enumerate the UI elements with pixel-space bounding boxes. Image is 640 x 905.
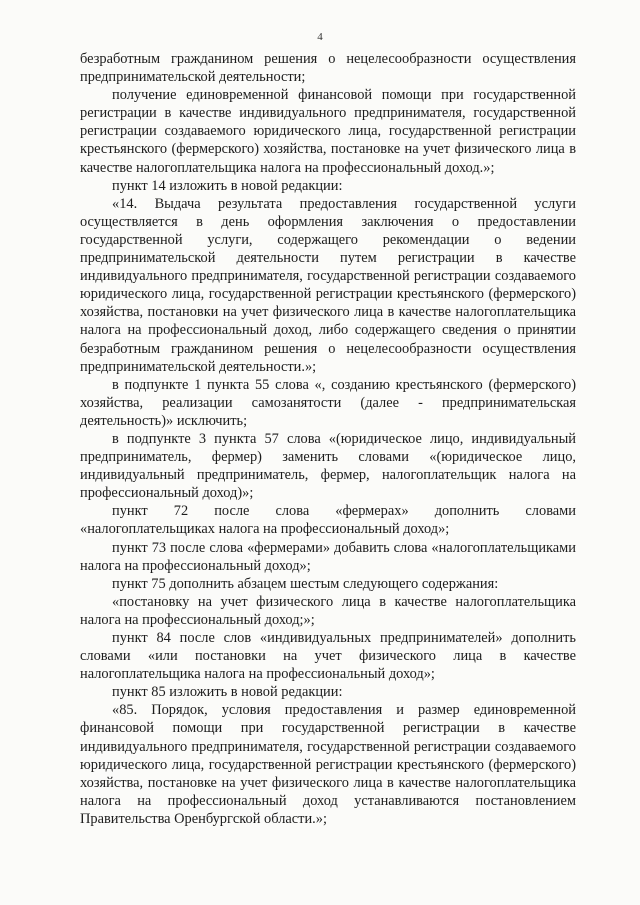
paragraph: в подпункте 3 пункта 57 слова «(юридическое лицо, индивидуальный предприниматель, фермер) заменить словами «(юридическое лицо, индивидуальный предприниматель, фермер, налогоплательщик налога на профессиональный доход)»; [80,430,576,502]
paragraph: пункт 14 изложить в новой редакции: [112,177,343,194]
paragraph: «постановку на учет физического лица в качестве налогоплательщика налога на профессиональный доход;»; [80,593,576,628]
paragraph: получение единовременной финансовой помощи при государственной регистрации в качестве индивидуального предпринимателя, государственной регистрации создаваемого юридического лица, государственной регистрации крестьянского (фермерского) хозяйства, постановке на учет физического лица в качестве налогоплательщика налога на профессиональный доход.»; [80,87,576,176]
paragraph: пункт 73 после слова «фермерами» добавить слова «налогоплательщиками налога на профессиональный доход»; [80,539,576,574]
document-body [80,50,576,828]
page-number: 4 [317,31,323,43]
paragraph: в подпункте 1 пункта 55 слова «, созданию крестьянского (фермерского) хозяйства, реализации самозанятости (далее - предпринимательская деятельность)» исключить; [80,376,576,429]
paragraph: безработным гражданином решения о нецелесообразности осуществления предпринимательской деятельности; [80,51,576,86]
paragraph: пункт 85 изложить в новой редакции: [112,684,343,701]
paragraph: «85. Порядок, условия предоставления и размер единовременной финансовой помощи при государственной регистрации в качестве индивидуального предпринимателя, государственной регистрации создаваемого юридического лица, государственной регистрации крестьянского (фермерского) хозяйства, постановке на учет физического лица в качестве налогоплательщика налога на профессиональный доход устанавливаются постановлением Правительства Оренбургской области.»; [80,702,576,827]
paragraph: пункт 75 дополнить абзацем шестым следующего содержания: [112,575,499,592]
paragraph: пункт 84 после слов «индивидуальных предпринимателей» дополнить словами «или постановки на учет физического лица в качестве налогоплательщика налога на профессиональный доход»; [80,630,576,683]
paragraph: «14. Выдача результата предоставления государственной услуги осуществляется в день оформления заключения о предоставлении государственной услуги, содержащего рекомендации о ведении предпринимательской деятельности путем регистрации в качестве индивидуального предпринимателя, государственной регистрации создаваемого юридического лица, государственной регистрации крестьянского (фермерского) хозяйства, постановки на учет физического лица в качестве налогоплательщика налога на профессиональный доход, либо содержащего сведения о принятии безработным гражданином решения о нецелесообразности осуществления предпринимательской деятельности.»; [80,195,576,375]
paragraph: пункт 72 после слова «фермерах» дополнить словами «налогоплательщиках налога на профессиональный доход»; [80,503,576,538]
